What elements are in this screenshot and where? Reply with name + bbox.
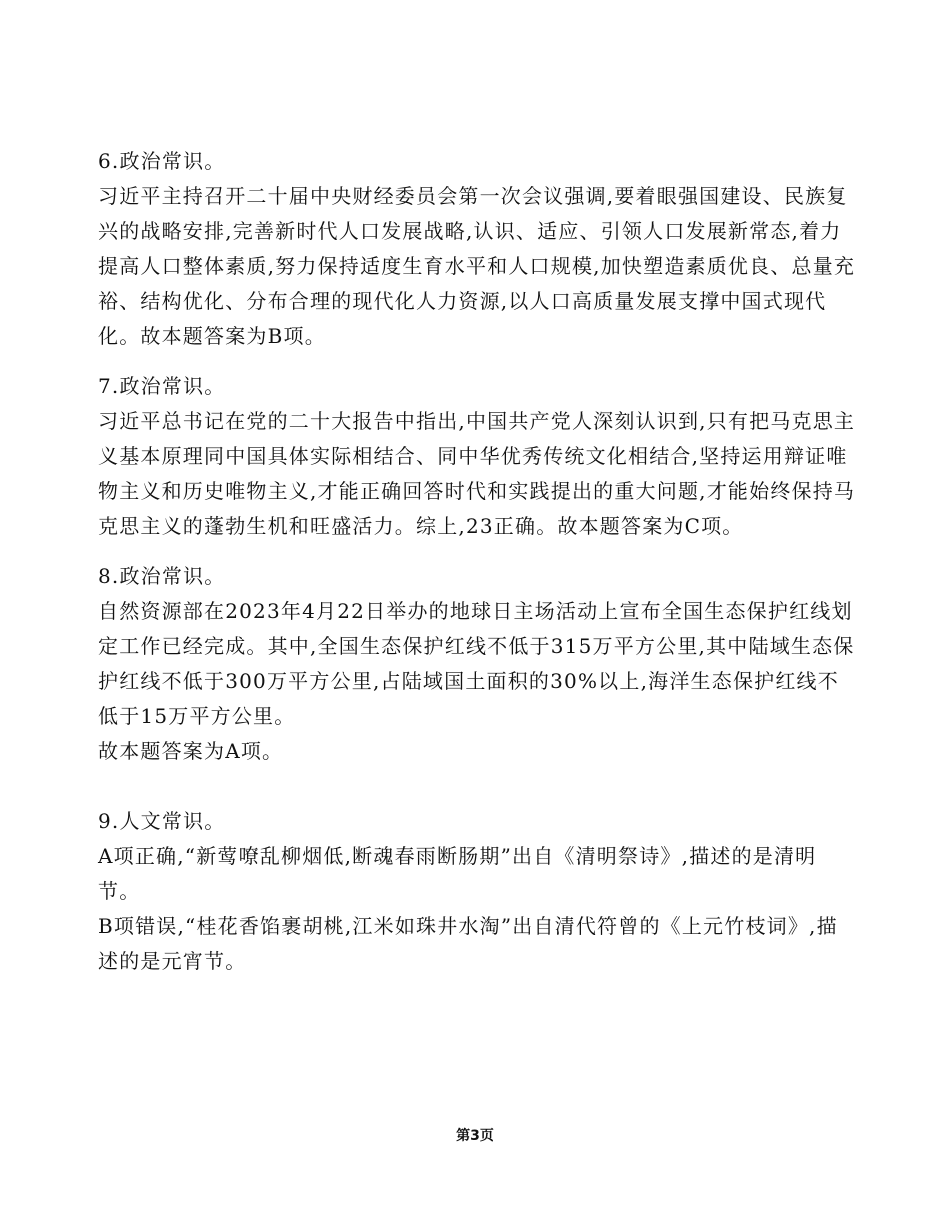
question-8-answer: 故本题答案为A项。 xyxy=(98,739,284,763)
question-6-section xyxy=(98,144,856,354)
question-6-heading: 6.政治常识。 xyxy=(98,149,226,173)
question-8-explanation: 自然资源部在2023年4月22日举办的地球日主场活动上宣布全国生态保护红线划定工作已经完成。其中,全国生态保护红线不低于315万平方公里,其中陆域生态保护红线不低于300万平方公里,占陆域国土面积的30%以上,海洋生态保护红线不低于15万平方公里。 xyxy=(98,599,855,728)
page-content xyxy=(98,144,856,979)
page-number: 第3页 xyxy=(456,1128,494,1144)
question-8-heading: 8.政治常识。 xyxy=(98,564,226,588)
question-9-heading: 9.人文常识。 xyxy=(98,809,226,833)
question-7-heading: 7.政治常识。 xyxy=(98,374,226,398)
question-6-explanation: 习近平主持召开二十届中央财经委员会第一次会议强调,要着眼强国建设、民族复兴的战略安排,完善新时代人口发展战略,认识、适应、引领人口发展新常态,着力提高人口整体素质,努力保持适度生育水平和人口规模,加快塑造素质优良、总量充裕、结构优化、分布合理的现代化人力资源,以人口高质量发展支撑中国式现代化。故本题答案为B项。 xyxy=(98,184,856,348)
question-9-section xyxy=(98,804,856,979)
question-8-section xyxy=(98,559,856,769)
question-7-section xyxy=(98,369,856,544)
question-7-explanation: 习近平总书记在党的二十大报告中指出,中国共产党人深刻认识到,只有把马克思主义基本原理同中国具体实际相结合、同中华优秀传统文化相结合,坚持运用辩证唯物主义和历史唯物主义,才能正确回答时代和实践提出的重大问题,才能始终保持马克思主义的蓬勃生机和旺盛活力。综上,23正确。故本题答案为C项。 xyxy=(98,409,856,538)
question-9-option-a: A项正确,“新莺嘹乱柳烟低,断魂春雨断肠期”出自《清明祭诗》,描述的是清明节。 xyxy=(98,844,817,903)
question-9-option-b: B项错误,“桂花香馅裹胡桃,江米如珠井水淘”出自清代符曾的《上元竹枝词》,描述的是元宵节。 xyxy=(98,914,838,973)
